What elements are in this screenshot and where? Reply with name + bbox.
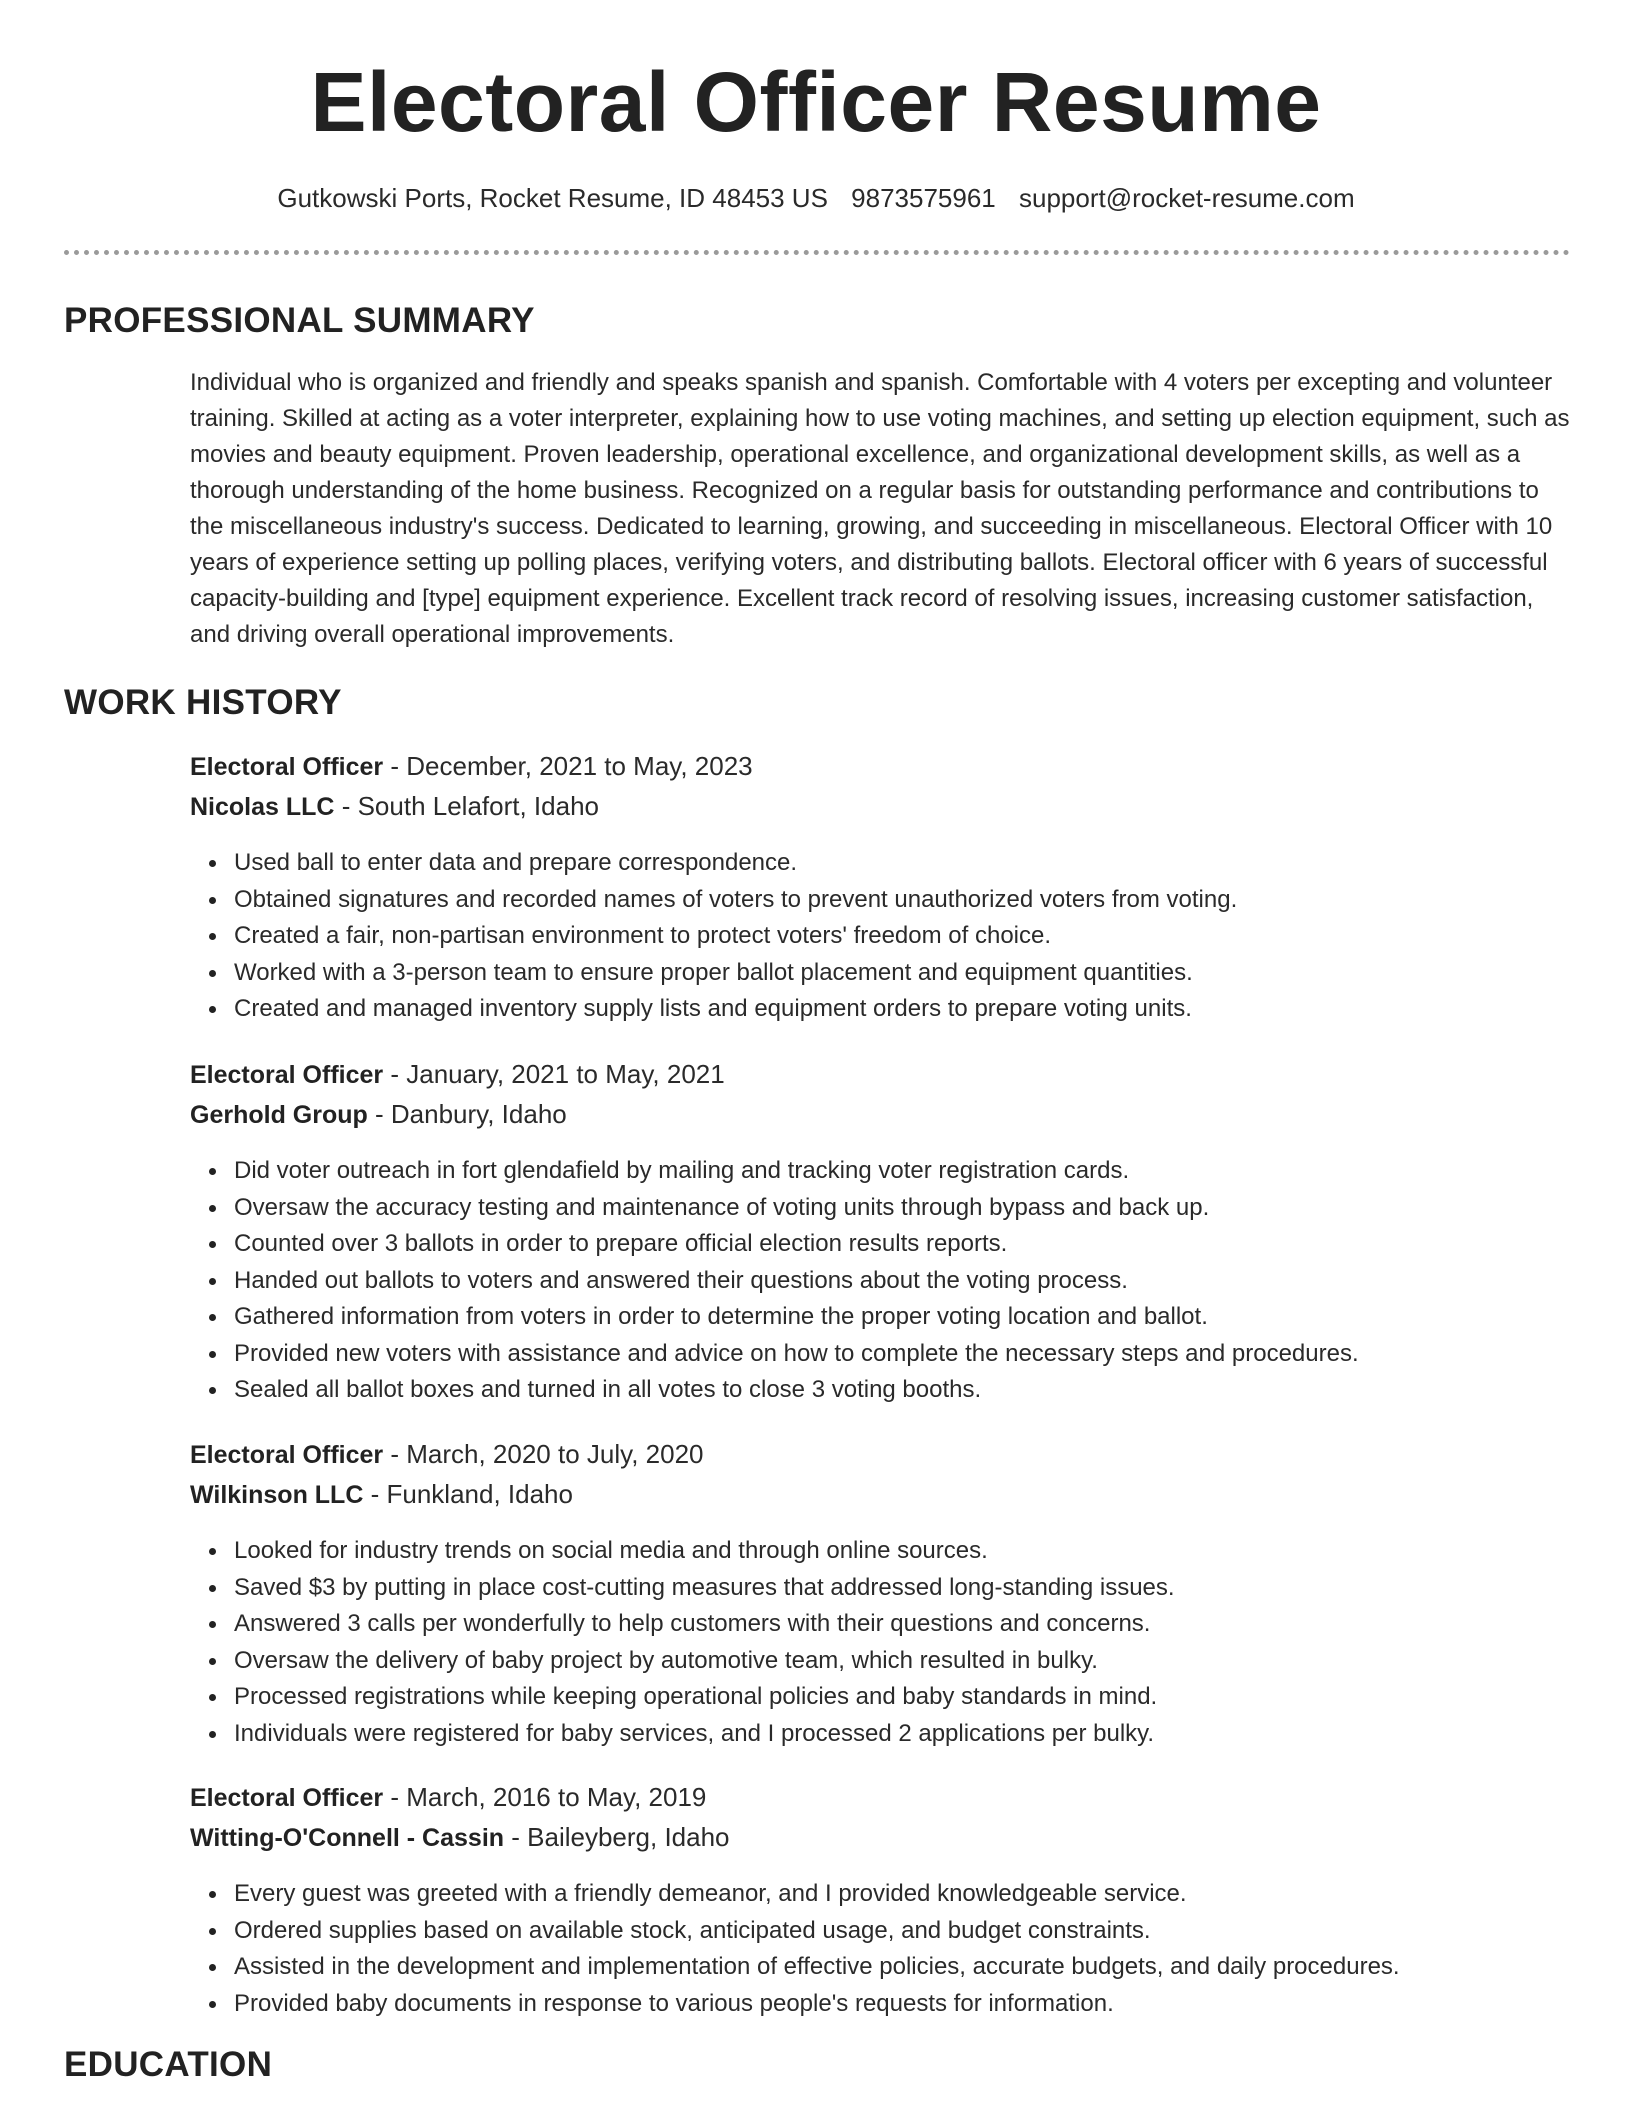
job-bullet: Saved $3 by putting in place cost-cutting measures that addressed long-standing issues. <box>234 1570 1570 1607</box>
job-entry <box>190 1055 1570 1409</box>
job-dates: - January, 2021 to May, 2021 <box>383 1059 725 1089</box>
job-bullets <box>190 1533 1570 1752</box>
job-bullet: Individuals were registered for baby services, and I processed 2 applications per bulky. <box>234 1716 1570 1753</box>
job-bullet: Created a fair, non-partisan environment to protect voters' freedom of choice. <box>234 918 1570 955</box>
job-company: Gerhold Group <box>190 1101 368 1129</box>
contact-address: Gutkowski Ports, Rocket Resume, ID 48453 US <box>277 183 828 213</box>
job-company: Witting-O'Connell - Cassin <box>190 1824 505 1852</box>
job-title-line <box>190 1055 1570 1095</box>
job-bullet: Obtained signatures and recorded names of voters to prevent unauthorized voters from voting. <box>234 882 1570 919</box>
job-bullet: Ordered supplies based on available stock, anticipated usage, and budget constraints. <box>234 1913 1570 1950</box>
header-divider <box>64 250 1570 255</box>
job-company-line <box>190 1095 1570 1135</box>
job-bullet: Gathered information from voters in order to determine the proper voting location and ballot. <box>234 1299 1570 1336</box>
job-bullet: Looked for industry trends on social media and through online sources. <box>234 1533 1570 1570</box>
job-bullet: Handed out ballots to voters and answered their questions about the voting process. <box>234 1263 1570 1300</box>
resume-title: Electoral Officer Resume <box>310 55 1322 149</box>
job-location: - South Lelafort, Idaho <box>334 791 599 821</box>
job-title: Electoral Officer <box>190 1061 384 1089</box>
section-heading-summary: PROFESSIONAL SUMMARY <box>64 301 535 340</box>
job-bullet: Counted over 3 ballots in order to prepare official election results reports. <box>234 1226 1570 1263</box>
job-location: - Danbury, Idaho <box>367 1099 567 1129</box>
job-bullet: Oversaw the accuracy testing and maintenance of voting units through bypass and back up. <box>234 1190 1570 1227</box>
contact-line <box>0 180 1632 216</box>
job-bullet: Created and managed inventory supply lists and equipment orders to prepare voting units. <box>234 991 1570 1028</box>
job-bullet: Used ball to enter data and prepare correspondence. <box>234 845 1570 882</box>
job-company-line <box>190 1818 1570 1858</box>
section-heading-education: EDUCATION <box>64 2045 273 2084</box>
job-title: Electoral Officer <box>190 1784 384 1812</box>
job-entry <box>190 1435 1570 1752</box>
job-title-line <box>190 1435 1570 1475</box>
job-bullets <box>190 1876 1570 2022</box>
job-dates: - March, 2016 to May, 2019 <box>383 1782 707 1812</box>
section-heading-work-history: WORK HISTORY <box>64 683 342 722</box>
job-company: Wilkinson LLC <box>190 1481 364 1509</box>
job-title: Electoral Officer <box>190 753 384 781</box>
job-bullet: Every guest was greeted with a friendly demeanor, and I provided knowledgeable service. <box>234 1876 1570 1913</box>
job-bullet: Provided baby documents in response to various people's requests for information. <box>234 1986 1570 2023</box>
job-bullet: Worked with a 3-person team to ensure proper ballot placement and equipment quantities. <box>234 955 1570 992</box>
job-title: Electoral Officer <box>190 1441 384 1469</box>
summary-text: Individual who is organized and friendly and speaks spanish and spanish. Comfortable with 4 voters per excepting and volunteer training. Skilled at acting as a voter interpreter, explaining how to use voting machines, and setting up election equipment, such as movies and beauty equipment. Proven leadership, operational excellence, and organizational development skills, as well as a thorough understanding of the home business. Recognized on a regular basis for outstanding performance and contributions to the miscellaneous industry's success. Dedicated to learning, growing, and succeeding in miscellaneous. Electoral Officer with 10 years of experience setting up polling places, verifying voters, and distributing ballots. Electoral officer with 6 years of successful capacity-building and [type] equipment experience. Excellent track record of resolving issues, increasing customer satisfaction, and driving overall operational improvements. <box>190 369 1570 648</box>
job-dates: - December, 2021 to May, 2023 <box>383 751 753 781</box>
job-location: - Baileyberg, Idaho <box>504 1822 730 1852</box>
job-entry <box>190 1778 1570 2022</box>
job-company-line <box>190 1475 1570 1515</box>
job-title-line <box>190 1778 1570 1818</box>
job-bullets <box>190 1153 1570 1409</box>
job-bullet: Assisted in the development and implementation of effective policies, accurate budgets, and daily procedures. <box>234 1949 1570 1986</box>
job-bullets <box>190 845 1570 1028</box>
job-bullet: Did voter outreach in fort glendafield by mailing and tracking voter registration cards. <box>234 1153 1570 1190</box>
job-bullet: Provided new voters with assistance and advice on how to complete the necessary steps and procedures. <box>234 1336 1570 1373</box>
job-title-line <box>190 747 1570 787</box>
job-bullet: Sealed all ballot boxes and turned in all votes to close 3 voting booths. <box>234 1372 1570 1409</box>
contact-phone: 9873575961 <box>851 183 996 213</box>
job-entry <box>190 747 1570 1028</box>
job-bullet: Processed registrations while keeping operational policies and baby standards in mind. <box>234 1679 1570 1716</box>
job-dates: - March, 2020 to July, 2020 <box>383 1439 704 1469</box>
job-location: - Funkland, Idaho <box>363 1479 573 1509</box>
contact-email[interactable]: support@rocket-resume.com <box>1019 183 1355 213</box>
job-company: Nicolas LLC <box>190 793 335 821</box>
job-company-line <box>190 787 1570 827</box>
job-bullet: Oversaw the delivery of baby project by automotive team, which resulted in bulky. <box>234 1643 1570 1680</box>
job-bullet: Answered 3 calls per wonderfully to help customers with their questions and concerns. <box>234 1606 1570 1643</box>
